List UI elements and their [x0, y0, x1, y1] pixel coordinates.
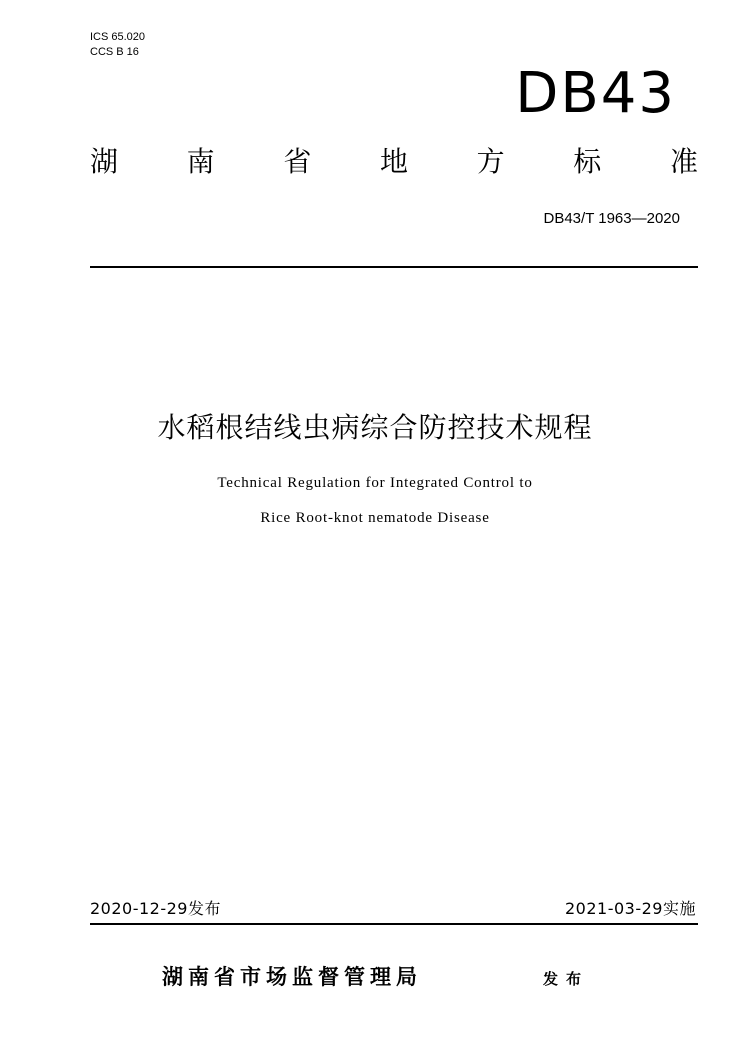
document-title-chinese: 水稻根结线虫病综合防控技术规程: [157, 411, 593, 444]
standard-number: DB43/T 1963—2020: [543, 210, 680, 227]
standard-type-title: [90, 142, 698, 182]
issuing-authority: 湖南省市场监督管理局: [162, 965, 422, 989]
standard-type-char: 标: [573, 145, 602, 178]
document-title-english-line2: Rice Root-knot nematode Disease: [260, 510, 490, 526]
document-title-english-line1: Technical Regulation for Integrated Control to: [217, 475, 533, 491]
bottom-divider: [90, 923, 698, 925]
standard-type-char: 方: [476, 145, 505, 178]
classification-codes: [90, 30, 145, 60]
standard-type-char: 省: [283, 145, 312, 178]
ics-code: ICS 65.020: [90, 31, 146, 43]
standard-type-char: 湖: [90, 145, 119, 178]
effective-date: 2021-03-29实施: [565, 899, 696, 918]
standard-code-large: DB43: [515, 61, 676, 126]
standard-type-char: 南: [186, 145, 215, 178]
standard-type-char: 地: [379, 145, 408, 178]
issue-label: 发布: [543, 970, 590, 988]
ccs-code: CCS B 16: [90, 46, 139, 58]
top-divider: [90, 266, 698, 268]
publish-date: 2020-12-29发布: [90, 899, 221, 918]
standard-type-char: 准: [669, 145, 698, 178]
